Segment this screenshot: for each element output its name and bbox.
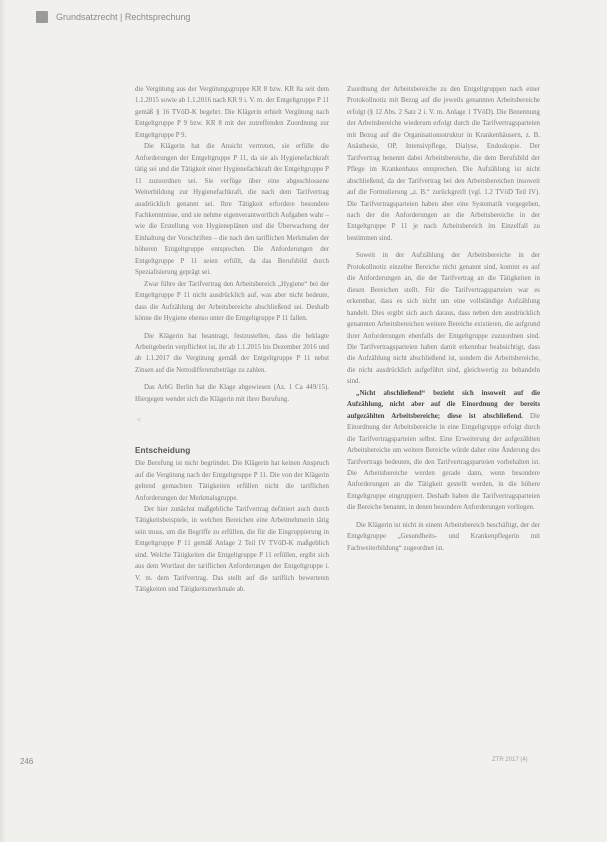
- paragraph: Die Klägerin ist nicht in einem Arbeitsbereich beschäftigt, der der Entgeltgruppe „Gesundheits- und Krankenpflegerin mit Fachweiterbildung“ zugeordnet ist.: [347, 521, 540, 552]
- paragraph: Zwar führe der Tarifvertrag den Arbeitsbereich „Hygiene“ bei der Entgeltgruppe P 11 nicht ausdrücklich auf, was aber nicht bedeute, dass die Aufzählung der Arbeitsbereiche abschließend sei. Deshalb könne die Hygiene ebenso unter die Entgeltgruppe P 11 fallen.: [135, 280, 329, 323]
- section-heading: Entscheidung: [135, 445, 191, 455]
- paragraph: die Vergütung aus der Vergütungsgruppe KR 8 bzw. KR 8a seit dem 1.1.2015 sowie ab 1.1.2016 nach KR 9 i. V. m. der Entgeltgruppe P 11 gemäß § 16 TVöD-K begehrt. Die Klägerin erhielt Vergütung nach Entgeltgruppe P 9 bzw. KR 8 mit der zutreffenden Zuordnung zur Entgeltgruppe P 9.: [135, 86, 329, 139]
- header-title: Grundsatzrecht | Rechtsprechung: [56, 12, 191, 22]
- paragraph: Soweit in der Aufzählung der Arbeitsbereiche in der Protokollnotiz einzelne Bereiche nicht genannt sind, kommt es auf die Anforderungen an, die der Tarifvertrag an die Tätigkeiten in diesen Bereichen stellt. Für die Tarifvertragsparteien war es erkennbar, dass es sich nicht um eine vollständige Aufzählung handelt. Dies ergibt sich auch daraus, dass neben den ausdrücklich genannten Arbeitsbereichen weitere Bereiche existieren, die aufgrund ihrer Anforderungen ebenfalls der Entgeltgruppe zuzuordnen sind. Die Tarifvertragsparteien haben damit erkennbar beabsichtigt, dass die Aufzählung nicht abschließend ist, sondern die Arbeitsbereiche, die nicht ausdrücklich aufgeführt sind, gleichwertig zu behandeln sind.: [347, 252, 540, 386]
- right-column: [347, 84, 540, 554]
- logo-icon: [36, 11, 48, 23]
- issue-label: ZTR 2017 (4): [492, 757, 528, 763]
- scan-edge: [0, 0, 6, 842]
- paragraph: Die Klägerin hat beantragt, festzustellen, dass die beklagte Arbeitgeberin verpflichtet ist, ihr ab 1.1.2015 bis Dezember 2016 und ab 1.1.2017 die Vergütung gemäß der Entgeltgruppe P 11 nebst Zinsen auf die Nettodifferenzbeträge zu zahlen.: [135, 332, 329, 374]
- paragraph: [347, 388, 540, 514]
- paragraph: Zuordnung der Arbeitsbereiche zu den Entgeltgruppen nach einer Protokollnotiz mit Bezug auf die jeweils genannten Arbeitsbereiche erfolgt (§ 12 Abs. 2 Satz 2 i. V. m. Anlage 1 TVöD). Die Benennung der Arbeitsbereiche wiederum erfolgt durch die Tarifvertragsparteien mit Bezug auf die Organisationsstruktur in Krankenhäusern, z. B. Anästhesie, OP, Intensivpflege, Dialyse, Endoskopie. Der Tarifvertrag benennt dabei Arbeitsbereiche, die dem Berufsbild der Pflege im Krankenhaus entsprechen. Die Aufzählung ist nicht abschließend, da der Tarifvertrag bei den Arbeitsbereichen insoweit auf die Formulierung „z. B.“ zurückgreift (vgl. 1.2 TVöD Teil IV). Die Tarifvertragsparteien haben aber eine Systematik vorgegeben, nach der die Anforderungen an die Arbeitsbereiche in der Entgeltgruppe P 11 je nach Arbeitsbereich im Einzelfall zu bestimmen sind.: [347, 86, 540, 242]
- bold-statement: „Nicht abschließend“ bezieht sich insoweit auf die Aufzählung, nicht aber auf die Einordnung der bereits aufgezählten Arbeitsbereiche; diese ist abschließend.: [347, 389, 540, 420]
- left-column: [135, 84, 329, 596]
- paragraph: Der hier zunächst maßgebliche Tarifvertrag definiert auch durch Tätigkeitsbeispiele, in welchen Bereichen eine Arbeitnehmerin tätig sein muss, um die Begriffe zu erfüllen, die für die Eingruppierung in Entgeltgruppe P 11 gemäß Anlage 2 Teil IV TVöD-K maßgeblich sind. Welche Tätigkeiten die Entgeltgruppe P 11 erfüllen, ergibt sich aus dem Wortlaut der tariflichen Anforderungen der Entgeltgruppe i. V. m. dem Tarifvertrag. Das stellt auf die tariflich bewerteten Tätigkeiten und Tätigkeitsmerkmale ab.: [135, 505, 329, 594]
- paragraph-tail: Die Einordnung der Arbeitsbereiche in eine Entgeltgruppe erfolgt durch die Tarifvertragsparteien selbst. Eine Erweiterung der aufgezählten Arbeitsbereiche um weitere Bereiche würde daher eine Änderung des Tarifvertrags bedeuten, die den Tarifvertragsparteien vorbehalten ist. Die Arbeitsbereiche werden gerade dann, wenn besondere Anforderungen an die Tätigkeit gestellt werden, in die höhere Entgeltgruppe eingruppiert. Deshalb haben die Tarifvertragsparteien die Bereiche benannt, in denen besondere Anforderungen vorliegen.: [347, 412, 540, 512]
- page-number: 246: [20, 757, 34, 766]
- running-header: [36, 8, 190, 26]
- section-marker: <: [137, 416, 141, 425]
- paragraph: Die Berufung ist nicht begründet. Die Klägerin hat keinen Anspruch auf die Vergütung nach der Entgeltgruppe P 11. Die von der Klägerin geltend gemachten Tätigkeiten erfüllen nicht die tariflichen Anforderungen der Merkmalsgruppe.: [135, 460, 329, 502]
- paragraph: Das ArbG Berlin hat die Klage abgewiesen (Az. 1 Ca 449/15). Hiergegen wendet sich die Klägerin mit ihrer Berufung.: [135, 384, 329, 403]
- paragraph: Die Klägerin hat die Ansicht vertreten, sie erfülle die Anforderungen der Entgeltgruppe P 11, da sie als Hygienefachkraft tätig sei und die Tätigkeit einer Hygienefachkraft der Entgeltgruppe P 11 zuzuordnen sei. Sie verfüge über eine abgeschlossene Weiterbildung zur Hygienefachkraft, die nach dem Tarifvertrag ausdrücklich genannt sei. Ihre Tätigkeit erfordere besondere Fachkenntnisse, und sie nehme eigenverantwortlich Aufgaben wahr – wie die Erstellung von Hygieneplänen und die Überwachung der Einhaltung der Vorschriften – die nach den tariflichen Merkmalen der höheren Entgeltgruppe entsprechen. Die Anforderungen der Entgeltgruppe P 11 seien erfüllt, da das Berufsbild durch Spezialisierung geprägt sei.: [135, 143, 329, 277]
